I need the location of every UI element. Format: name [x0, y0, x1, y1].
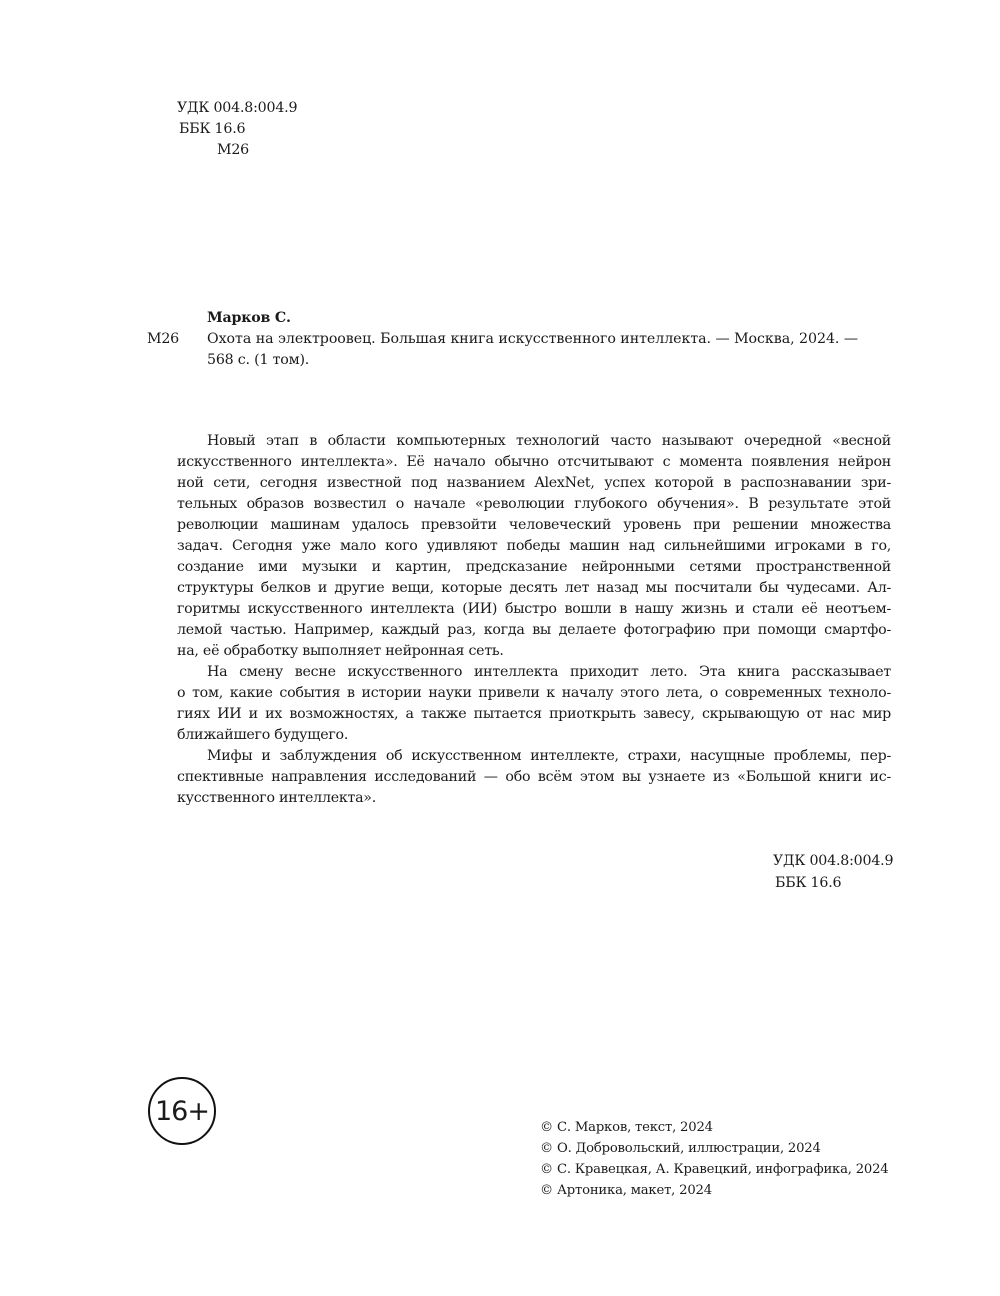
- annotation-line: искусственного интеллекта». Её начало обычно отсчитывают с момента появления нейрон: [177, 454, 891, 470]
- bibliographic-pages: 568 с. (1 том).: [207, 352, 310, 368]
- annotation-line: тельных образов возвестил о начале «революции глубокого обучения». В результате этой: [177, 496, 891, 512]
- age-rating-badge: 16+: [148, 1077, 216, 1145]
- udk-code-bottom: УДК 004.8:004.9: [773, 853, 894, 869]
- bbk-code-bottom: ББК 16.6: [775, 875, 842, 891]
- annotation-line: гиях ИИ и их возможностях, а также пытается приоткрыть завесу, скрывающую от нас мир: [177, 706, 891, 722]
- bibliographic-title: Охота на электроовец. Большая книга искусственного интеллекта. — Москва, 2024. —: [207, 331, 858, 347]
- annotation-line: революции машинам удалось превзойти человеческий уровень при решении множества: [177, 517, 891, 533]
- author-mark-top: М26: [217, 142, 249, 158]
- annotation-line: о том, какие события в истории науки привели к началу этого лета, о современных техноло-: [177, 685, 891, 701]
- author-name: Марков С.: [207, 310, 291, 326]
- author-mark: М26: [147, 331, 179, 347]
- copyright-line: © С. Марков, текст, 2024: [540, 1120, 713, 1135]
- copyright-line: © Артоника, макет, 2024: [540, 1183, 712, 1198]
- udk-code-top: УДК 004.8:004.9: [177, 100, 298, 116]
- annotation-line: лемой частью. Например, каждый раз, когда вы делаете фотографию при помощи смартфо-: [177, 622, 891, 638]
- annotation-line: на, её обработку выполняет нейронная сеть.: [177, 643, 504, 659]
- copyright-line: © С. Кравецкая, А. Кравецкий, инфографика, 2024: [540, 1162, 889, 1177]
- annotation-line: кусственного интеллекта».: [177, 790, 376, 806]
- copyright-line: © О. Добровольский, иллюстрации, 2024: [540, 1141, 821, 1156]
- annotation-line: структуры белков и другие вещи, которые десять лет назад мы посчитали бы чудесами. Ал-: [177, 580, 891, 596]
- annotation-line: Мифы и заблуждения об искусственном интеллекте, страхи, насущные проблемы, пер-: [207, 748, 891, 764]
- annotation-line: создание ими музыки и картин, предсказание нейронными сетями пространственной: [177, 559, 891, 575]
- annotation-line: ближайшего будущего.: [177, 727, 349, 743]
- annotation-line: задач. Сегодня уже мало кого удивляют победы машин над сильнейшими игроками в го,: [177, 538, 891, 554]
- annotation-line: горитмы искусственного интеллекта (ИИ) быстро вошли в нашу жизнь и стали её неотъем-: [177, 601, 891, 617]
- annotation-line: спективные направления исследований — обо всём этом вы узнаете из «Большой книги ис-: [177, 769, 891, 785]
- annotation-line: ной сети, сегодня известной под названием AlexNet, успех которой в распознавании зри-: [177, 475, 891, 491]
- bbk-code-top: ББК 16.6: [179, 121, 246, 137]
- annotation-line: На смену весне искусственного интеллекта приходит лето. Эта книга рассказывает: [207, 664, 891, 680]
- annotation-line: Новый этап в области компьютерных технологий часто называют очередной «весной: [207, 433, 891, 449]
